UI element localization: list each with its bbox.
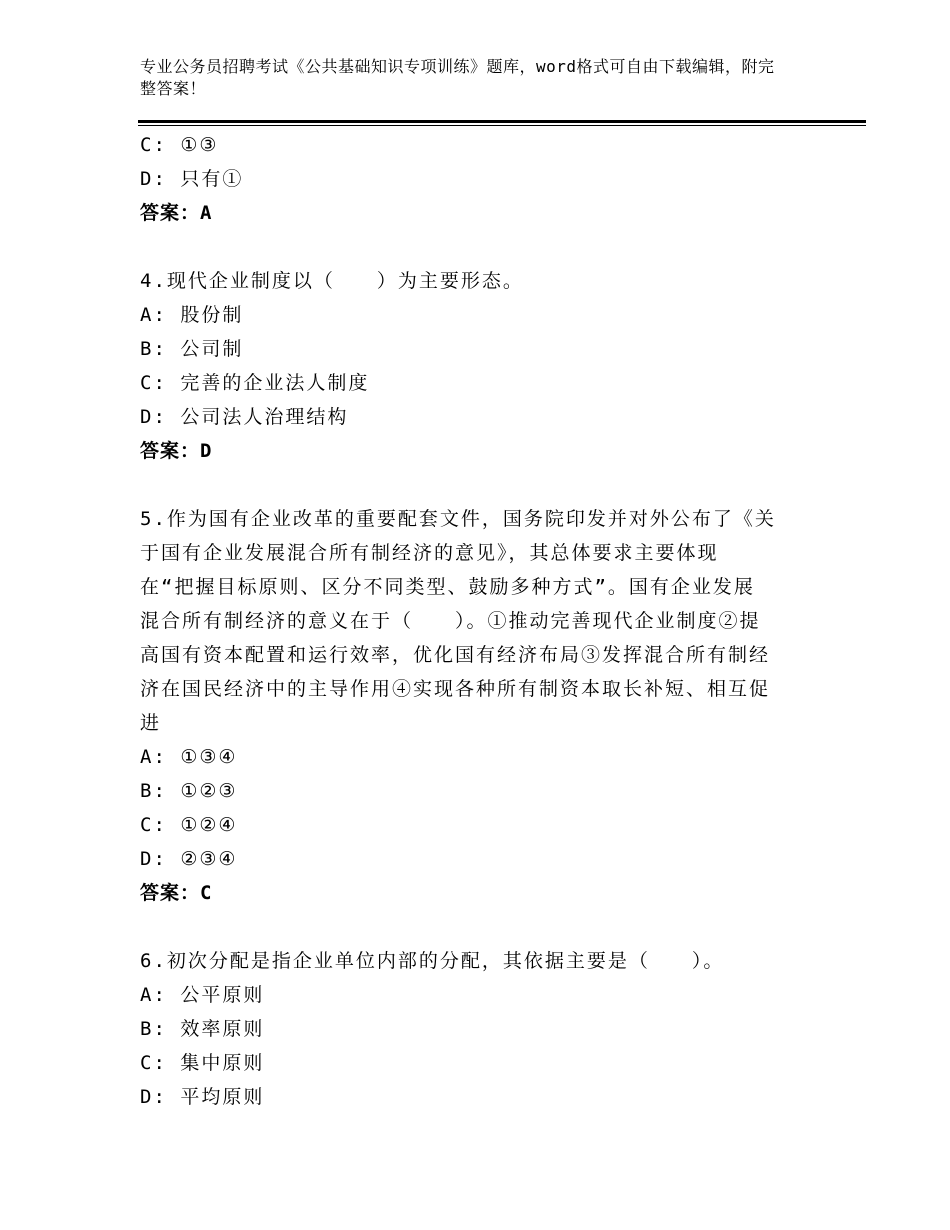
option-c: C: ①②④: [140, 814, 238, 836]
option-text: ①③: [180, 134, 219, 156]
option-a: A: ①③④: [140, 746, 238, 768]
option-label: D: [140, 406, 154, 428]
option-text: 集中原则: [180, 1052, 265, 1074]
option-label: B: [140, 338, 154, 360]
option-a: A: 股份制: [140, 304, 244, 326]
option-text: 效率原则: [180, 1018, 265, 1040]
option-b: B: ①②③: [140, 780, 238, 802]
question-stem-line: 进: [140, 712, 162, 734]
option-d: D: 公司法人治理结构: [140, 406, 349, 428]
option-text: ①②③: [180, 780, 238, 802]
option-label: A: [140, 984, 154, 1006]
option-label: B: [140, 780, 154, 802]
spacer: [140, 230, 800, 264]
option-label: D: [140, 168, 154, 190]
option-label: D: [140, 848, 154, 870]
option-text: 完善的企业法人制度: [180, 372, 370, 394]
question-stem-line: 济在国民经济中的主导作用④实现各种所有制资本取长补短、相互促: [140, 678, 771, 700]
question-stem-line: 高国有资本配置和运行效率，优化国有经济布局③发挥混合所有制经: [140, 644, 771, 666]
question-content: [140, 128, 800, 1114]
page-header: 专业公务员招聘考试《公共基础知识专项训练》题库，word格式可自由下载编辑，附完整答案！: [140, 57, 775, 98]
option-label: C: [140, 814, 154, 836]
option-text: 公司制: [180, 338, 244, 360]
question-stem: 4.现代企业制度以（ ）为主要形态。: [140, 270, 524, 292]
option-label: B: [140, 1018, 154, 1040]
option-b: B: 公司制: [140, 338, 244, 360]
option-b: B: 效率原则: [140, 1018, 265, 1040]
header-rule-thick: [138, 120, 866, 123]
answer-line: 答案：A: [140, 202, 213, 224]
option-text: ②③④: [180, 848, 238, 870]
option-text: 公平原则: [180, 984, 265, 1006]
spacer: [140, 910, 800, 944]
answer-line: 答案：D: [140, 440, 213, 462]
answer-line: 答案：C: [140, 882, 213, 904]
option-label: A: [140, 304, 154, 326]
option-d: D: ②③④: [140, 848, 238, 870]
option-text: 平均原则: [180, 1086, 265, 1108]
header-rule-thin: [138, 125, 866, 126]
option-d: D: 平均原则: [140, 1086, 265, 1108]
question-stem-line: 于国有企业发展混合所有制经济的意见》，其总体要求主要体现: [140, 542, 719, 564]
spacer: [140, 468, 800, 502]
option-text: 只有①: [180, 168, 244, 190]
option-c: C: ①③: [140, 134, 219, 156]
option-c: C: 集中原则: [140, 1052, 265, 1074]
option-c: C: 完善的企业法人制度: [140, 372, 370, 394]
question-stem: 6.初次分配是指企业单位内部的分配，其依据主要是（ ）。: [140, 950, 725, 972]
option-text: 公司法人治理结构: [180, 406, 349, 428]
question-stem-line: 在“把握目标原则、区分不同类型、鼓励多种方式”。国有企业发展: [140, 576, 755, 598]
option-label: C: [140, 372, 154, 394]
option-label: A: [140, 746, 154, 768]
question-stem-line: 5.作为国有企业改革的重要配套文件，国务院印发并对外公布了《关: [140, 508, 776, 530]
option-text: ①②④: [180, 814, 238, 836]
option-label: D: [140, 1086, 154, 1108]
option-label: C: [140, 134, 154, 156]
option-text: 股份制: [180, 304, 244, 326]
option-text: ①③④: [180, 746, 238, 768]
option-a: A: 公平原则: [140, 984, 265, 1006]
option-label: C: [140, 1052, 154, 1074]
option-d: D: 只有①: [140, 168, 244, 190]
question-stem-line: 混合所有制经济的意义在于（ ）。①推动完善现代企业制度②提: [140, 610, 761, 632]
